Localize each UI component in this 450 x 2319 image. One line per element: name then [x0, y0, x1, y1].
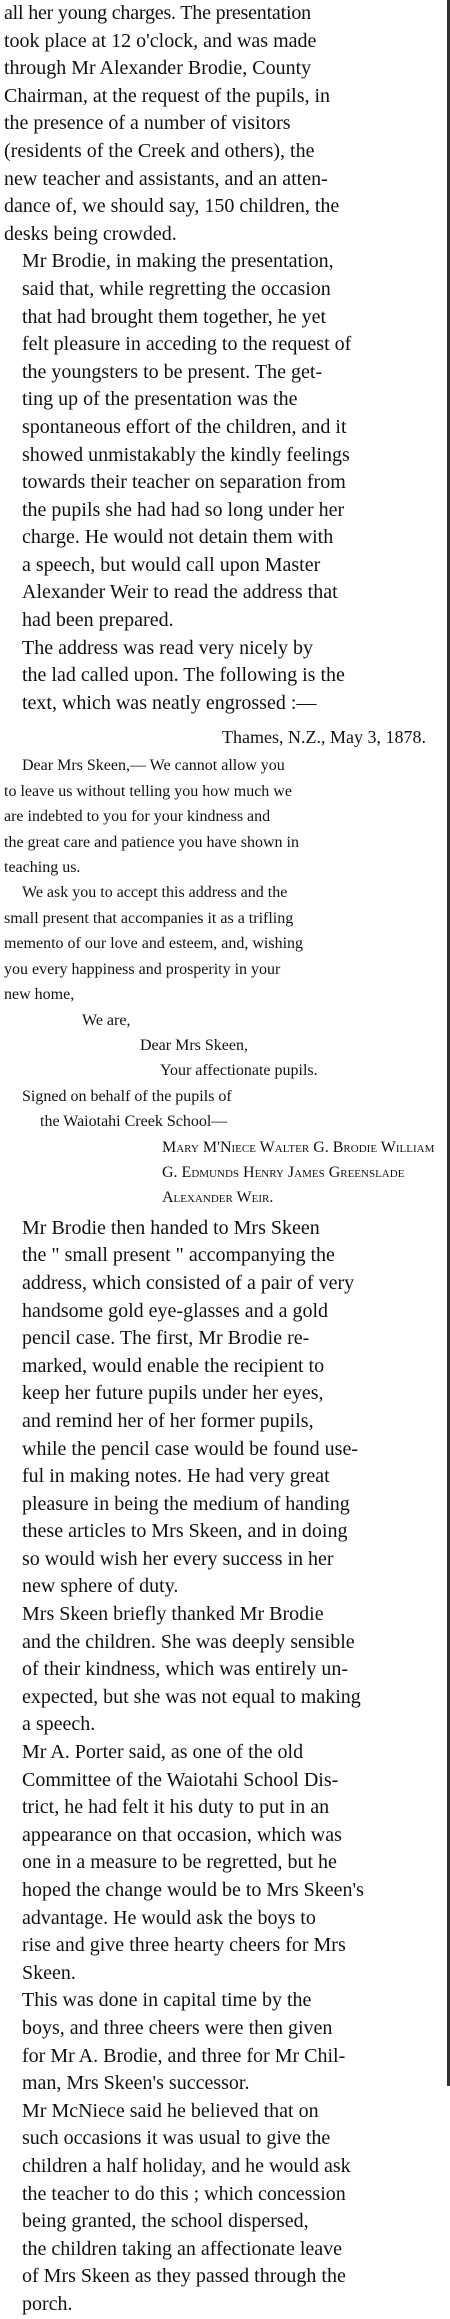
- paragraph-brodie-speech: [4, 248, 444, 634]
- text-line: address, which consisted of a pair of very: [22, 1271, 355, 1294]
- text-line: a speech.: [22, 1713, 96, 1736]
- text-line: charge. He would not detain them with: [22, 526, 334, 549]
- text-line: text, which was neatly engrossed :—: [22, 691, 317, 714]
- closing-line: We are,: [82, 1011, 131, 1029]
- text-line: Skeen.: [22, 1961, 76, 1984]
- text-line: Dear Mrs Skeen,— We cannot allow you: [22, 757, 285, 775]
- text-line: This was done in capital time by the: [22, 1989, 312, 2012]
- text-line: Mrs Skeen briefly thanked Mr Brodie: [22, 1603, 324, 1626]
- text-line: the " small present " accompanying the: [22, 1244, 335, 1267]
- text-line: had been prepared.: [22, 609, 174, 632]
- text-line: of Mrs Skeen as they passed through the: [22, 2265, 346, 2288]
- closing-line: Dear Mrs Skeen,: [140, 1036, 248, 1054]
- article-column: [4, 0, 444, 2319]
- text-line: children a half holiday, and he would ask: [22, 2154, 351, 2177]
- text-line: showed unmistakably the kindly feelings: [22, 443, 350, 466]
- text-line: Committee of the Waiotahi School Dis-: [22, 1768, 339, 1791]
- text-line: We ask you to accept this address and the: [22, 884, 288, 902]
- text-line: keep her future pupils under her eyes,: [22, 1382, 324, 1405]
- text-line: the pupils she had had so long under her: [22, 498, 345, 521]
- text-line: and the children. She was deeply sensible: [22, 1630, 355, 1653]
- closing-line: Your affectionate pupils.: [160, 1062, 318, 1080]
- text-line: took place at 12 o'clock, and was made: [4, 29, 317, 52]
- text-line: new home,: [4, 986, 75, 1004]
- text-line: trict, he had felt it his duty to put in an: [22, 1796, 330, 1819]
- signatory-name: Walter G. Brodie: [259, 1138, 378, 1156]
- text-line: all her young charges. The presentation: [4, 2, 311, 24]
- text-line: new sphere of duty.: [22, 1575, 179, 1598]
- paragraph-presentation-details: [4, 0, 444, 248]
- address-request-paragraph: [4, 880, 444, 1007]
- text-line: are indebted to you for your kindness and: [4, 808, 271, 826]
- signatory-name: William G. Edmunds: [162, 1138, 435, 1181]
- text-line: ful in making notes. He had very great: [22, 1465, 330, 1488]
- text-line: (residents of the Creek and others), the: [4, 139, 315, 162]
- text-line: of their kindness, which was entirely un-: [22, 1658, 349, 1681]
- text-line: hoped the change would be to Mrs Skeen's: [22, 1879, 364, 1901]
- text-line: desks being crowded.: [4, 222, 177, 245]
- text-line: the teacher to do this ; which concession: [22, 2182, 346, 2205]
- text-line: through Mr Alexander Brodie, County: [4, 57, 312, 80]
- text-line: the presence of a number of visitors: [4, 112, 291, 135]
- text-line: ting up of the presentation was the: [22, 388, 298, 411]
- signatory-name: Mary M'Niece: [162, 1138, 256, 1156]
- text-line: one in a measure to be regretted, but he: [22, 1851, 337, 1874]
- text-line: being granted, the school dispersed,: [22, 2210, 309, 2233]
- text-line: while the pencil case would be found use-: [22, 1437, 359, 1460]
- address-dateline: Thames, N.Z., May 3, 1878.: [222, 727, 426, 748]
- text-line: Mr Brodie then handed to Mrs Skeen: [22, 1216, 320, 1239]
- signatory-name: Alexander Weir.: [162, 1189, 274, 1207]
- signed-line: Signed on behalf of the pupils of: [22, 1087, 232, 1105]
- signed-line: the Waiotahi Creek School—: [40, 1113, 228, 1131]
- text-line: the youngsters to be present. The get-: [22, 360, 323, 383]
- paragraph-cheers: [4, 1987, 444, 2097]
- text-line: small present that accompanies it as a trifling: [4, 909, 294, 927]
- text-line: new teacher and assistants, and an atten-: [4, 167, 328, 190]
- text-line: towards their teacher on separation from: [22, 471, 346, 494]
- paragraph-address-read: [4, 635, 444, 718]
- text-line: pleasure in being the medium of handing: [22, 1492, 350, 1515]
- text-line: Mr McNiece said he believed that on: [22, 2099, 319, 2122]
- signatory-name: Henry James Greenslade: [243, 1163, 405, 1181]
- text-line: and remind her of her former pupils,: [22, 1409, 314, 1432]
- address-salutation-paragraph: [4, 753, 444, 880]
- text-line: said that, while regretting the occasion: [22, 277, 331, 300]
- paragraph-skeen-thanks: [4, 1601, 444, 1739]
- text-line: marked, would enable the recipient to: [22, 1354, 325, 1377]
- text-line: the children taking an affectionate leave: [22, 2237, 343, 2260]
- text-line: that had brought them together, he yet: [22, 305, 327, 328]
- text-line: Alexander Weir to read the address that: [22, 581, 338, 604]
- text-line: the lad called upon. The following is the: [22, 664, 345, 687]
- paragraph-porter-speech: [4, 1739, 444, 1987]
- text-line: such occasions it was usual to give the: [22, 2127, 331, 2150]
- text-line: handsome gold eye-glasses and a gold: [22, 1299, 329, 1322]
- text-line: expected, but she was not equal to making: [22, 1685, 361, 1708]
- text-line: you every happiness and prosperity in your: [4, 960, 281, 978]
- text-line: appearance on that occasion, which was: [22, 1823, 342, 1846]
- text-line: so would wish her every success in her: [22, 1547, 334, 1570]
- text-line: to leave us without telling you how much we: [4, 782, 292, 800]
- signatories-list: [4, 1135, 444, 1211]
- text-line: Chairman, at the request of the pupils, in: [4, 84, 331, 107]
- text-line: advantage. He would ask the boys to: [22, 1906, 316, 1929]
- text-line: man, Mrs Skeen's successor.: [22, 2072, 250, 2095]
- text-line: memento of our love and esteem, and, wishing: [4, 935, 304, 953]
- text-line: for Mr A. Brodie, and three for Mr Chil-: [22, 2044, 346, 2067]
- text-line: spontaneous effort of the children, and it: [22, 415, 347, 438]
- paragraph-small-present: [4, 1215, 444, 1601]
- paragraph-half-holiday: [4, 2098, 444, 2319]
- text-line: a speech, but would call upon Master: [22, 553, 321, 576]
- text-line: rise and give three hearty cheers for Mrs: [22, 1934, 346, 1957]
- text-line: Mr A. Porter said, as one of the old: [22, 1741, 304, 1764]
- text-line: porch.: [22, 2292, 73, 2315]
- text-line: pencil case. The first, Mr Brodie re-: [22, 1327, 310, 1350]
- address-closing: [4, 1008, 444, 1135]
- text-line: The address was read very nicely by: [22, 636, 313, 659]
- text-line: Mr Brodie, in making the presentation,: [22, 250, 334, 273]
- text-line: the great care and patience you have shown in: [4, 833, 299, 851]
- text-line: these articles to Mrs Skeen, and in doing: [22, 1520, 348, 1543]
- text-line: dance of, we should say, 150 children, the: [4, 195, 340, 218]
- text-line: teaching us.: [4, 859, 81, 877]
- text-line: felt pleasure in acceding to the request of: [22, 333, 352, 356]
- text-line: boys, and three cheers were then given: [22, 2016, 333, 2039]
